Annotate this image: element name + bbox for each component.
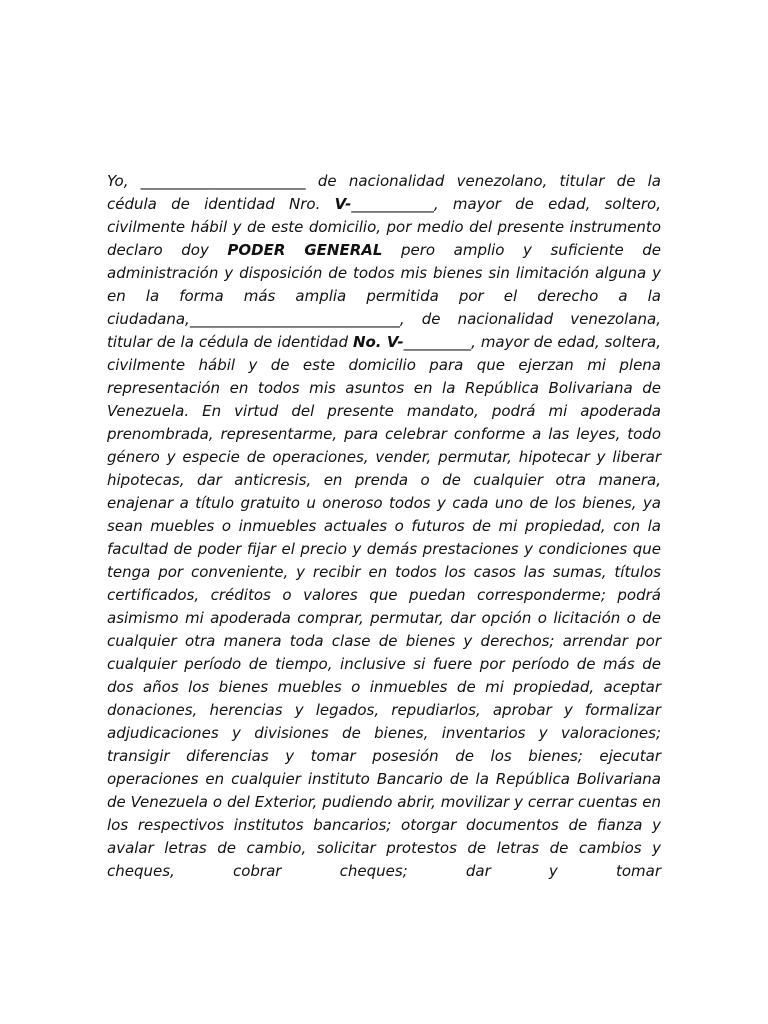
id-prefix-bold-2: No. V-	[352, 333, 404, 351]
id-prefix-bold-1: V-	[334, 195, 352, 213]
paragraph-text-4: _________, mayor de edad, soltera, civilmente hábil y de este domicilio para que ejerzan mi plena representación en todos mis asuntos en la República Bolivariana de Venezuela. En virtud del presente mandato, podrá mi apoderada prenombrada, representarme, para celebrar conforme a las leyes, todo género y especie de operaciones, vender, permutar, hipotecar y liberar hipotecas, dar anticresis, en prenda o de cualquier otra manera, enajenar a título gratuito u oneroso todos y cada uno de los bienes, ya sean muebles o inmuebles actuales o futuros de mi propiedad, con la facultad de poder fijar el precio y demás prestaciones y condiciones que tenga por conveniente, y recibir en todos los casos las sumas, títulos certificados, créditos o valores que puedan corresponderme; podrá asimismo mi apoderada comprar, permutar, dar opción o licitación o de cualquier otra manera toda clase de bienes y derechos; arrendar por cualquier período de tiempo, inclusive si fuere por período de más de dos años los bienes muebles o inmuebles de mi propiedad, aceptar donaciones, herencias y legados, repudiarlos, aprobar y formalizar adjudicaciones y divisiones de bienes, inventarios y valoraciones; transigir diferencias y tomar posesión de los bienes; ejecutar operaciones en cualquier instituto Bancario de la República Bolivariana de Venezuela o del Exterior, pudiendo abrir, movilizar y cerrar cuentas en los respectivos institutos bancarios; otorgar documentos de fianza y avalar letras de cambio, solicitar protestos de letras de cambios y cheques, cobrar cheques; dar y tomar	[107, 333, 661, 880]
power-of-attorney-paragraph	[107, 170, 661, 883]
document-body	[107, 170, 661, 883]
poder-general-bold: PODER GENERAL	[227, 241, 383, 259]
paragraph-text-3: pero amplio y suficiente de administración y disposición de todos mis bienes sin limitación alguna y en la forma más amplia permitida por el derecho a la ciudadana,____________________________, de nacionalidad venezolana, titular de la cédula de identidad	[107, 241, 662, 351]
paragraph-text-2: ___________, mayor de edad, soltero, civilmente hábil y de este domicilio, por medio del presente instrumento declaro doy	[107, 195, 661, 259]
paragraph-text-1: Yo, ______________________ de nacionalidad venezolano, titular de la cédula de identidad Nro.	[107, 172, 661, 213]
